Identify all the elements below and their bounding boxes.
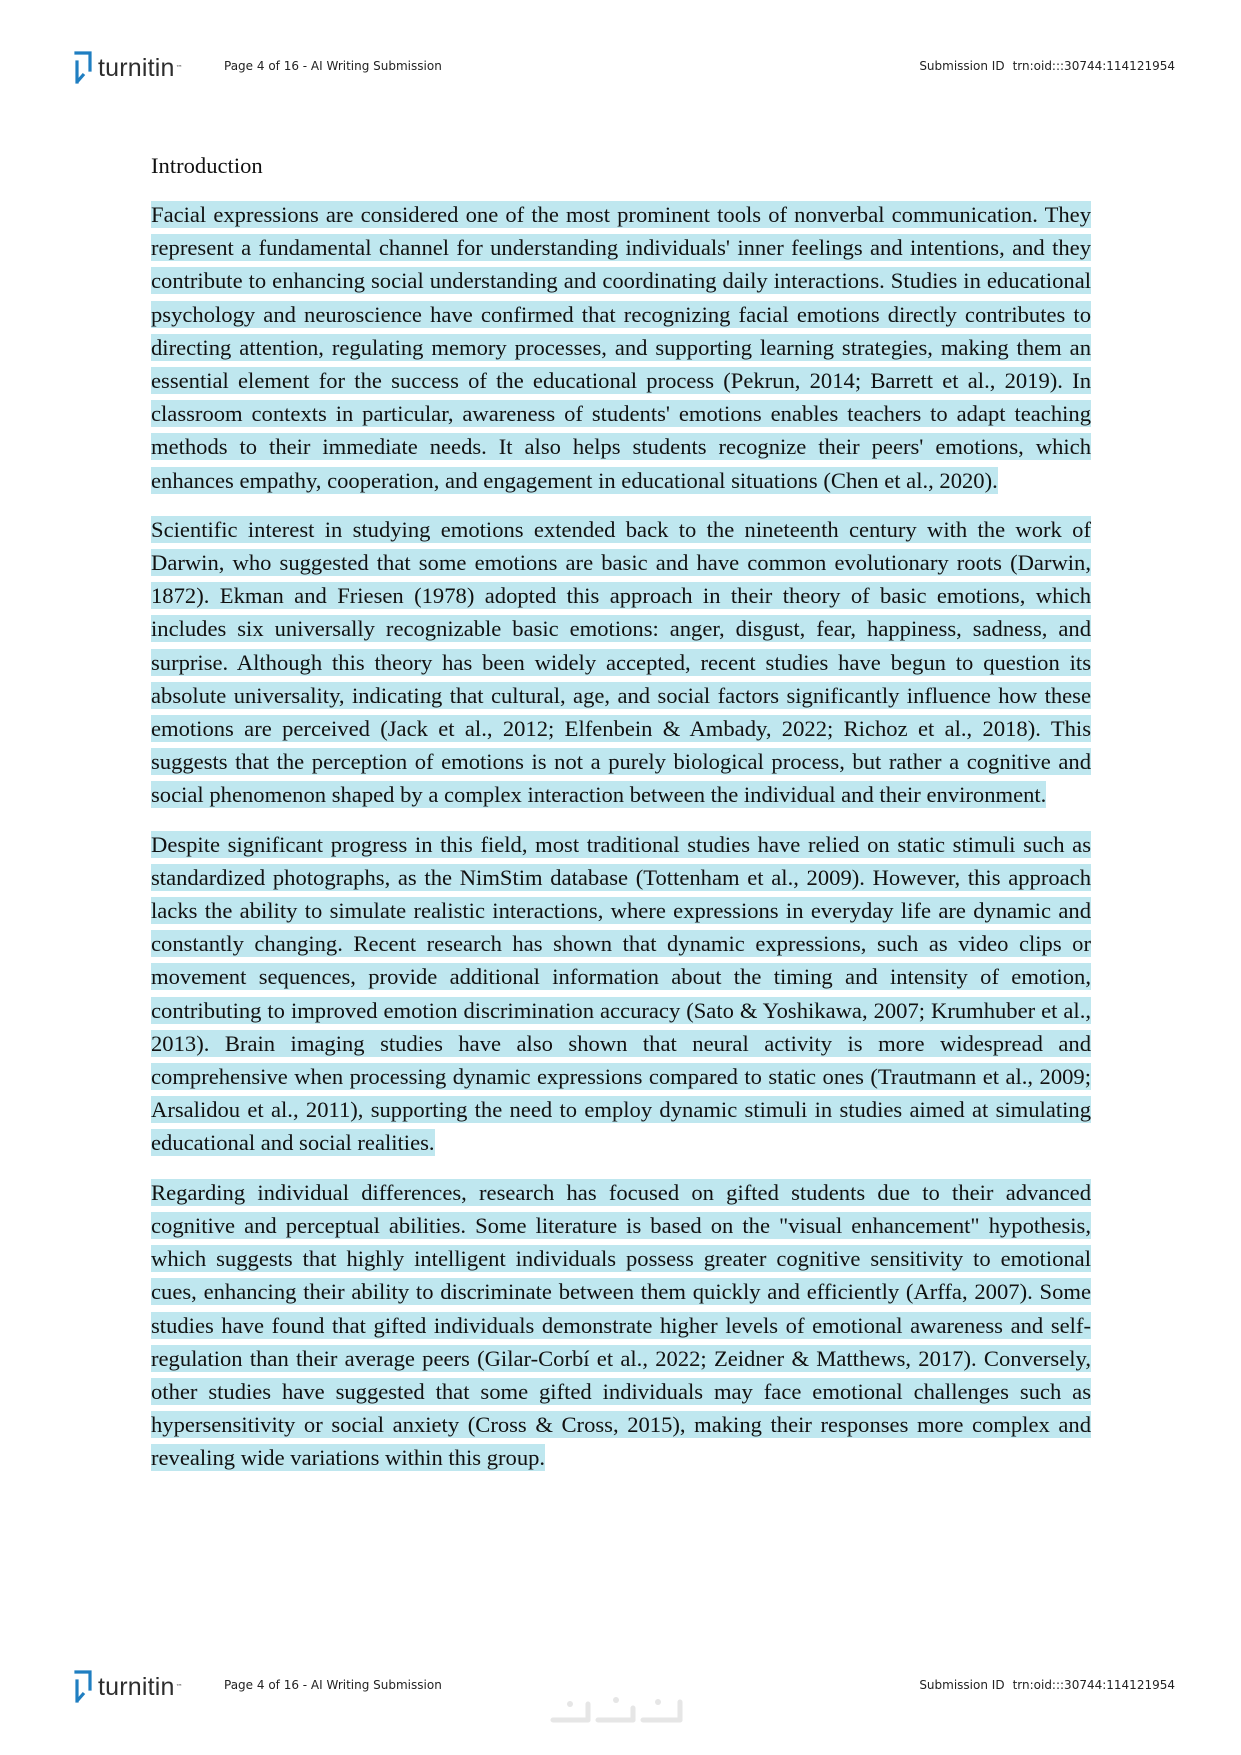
turnitin-logo xyxy=(73,49,183,87)
logo-trademark: ™ xyxy=(175,1683,183,1691)
submission-id-label: Submission ID xyxy=(919,1678,1005,1692)
logo-wordmark: turnitin xyxy=(98,1673,175,1701)
turnitin-logo-icon xyxy=(73,50,93,86)
highlighted-text: Scientific interest in studying emotions extended back to the nineteenth century with the work of Darwin, who suggested that some emotions are basic and have common evolutionary roots (Darwin, 1872). Ekman and Friesen (1978) adopted this approach in their theory of basic emotions, which includes six universally recognizable basic emotions: anger, disgust, fear, happiness, sadness, and surprise. Although this theory has been widely accepted, recent studies have begun to question its absolute universality, indicating that cultural, age, and social factors significantly influence how these emotions are perceived (Jack et al., 2012; Elfenbein & Ambady, 2022; Richoz et al., 2018). This suggests that the perception of emotions is not a purely biological process, but rather a cognitive and social phenomenon shaped by a complex interaction between the individual and their environment. xyxy=(151,516,1091,808)
paragraph-2 xyxy=(151,513,1091,812)
page-info: Page 4 of 16 - AI Writing Submission xyxy=(224,59,442,73)
document-body xyxy=(151,150,1091,1491)
highlighted-text: Despite significant progress in this field, most traditional studies have relied on static stimuli such as standardized photographs, as the NimStim database (Tottenham et al., 2009). However, this approach lacks the ability to simulate realistic interactions, where expressions in everyday life are dynamic and constantly changing. Recent research has shown that dynamic expressions, such as video clips or movement sequences, provide additional information about the timing and intensity of emotion, contributing to improved emotion discrimination accuracy (Sato & Yoshikawa, 2007; Krumhuber et al., 2013). Brain imaging studies have also shown that neural activity is more widespread and comprehensive when processing dynamic expressions compared to static ones (Trautmann et al., 2009; Arsalidou et al., 2011), supporting the need to employ dynamic stimuli in studies aimed at simulating educational and social realities. xyxy=(151,831,1091,1156)
page-header xyxy=(0,37,1241,97)
paragraph-1 xyxy=(151,198,1091,497)
submission-id xyxy=(919,1678,1175,1692)
page-info: Page 4 of 16 - AI Writing Submission xyxy=(224,1678,442,1692)
highlighted-text: Facial expressions are considered one of the most prominent tools of nonverbal communication. They represent a fundamental channel for understanding individuals' inner feelings and intentions, and they contribute to enhancing social understanding and coordinating daily interactions. Studies in educational psychology and neuroscience have confirmed that recognizing facial emotions directly contributes to directing attention, regulating memory processes, and supporting learning strategies, making them an essential element for the success of the educational process (Pekrun, 2014; Barrett et al., 2019). In classroom contexts in particular, awareness of students' emotions enables teachers to adapt teaching methods to their immediate needs. It also helps students recognize their peers' emotions, which enhances empathy, cooperation, and engagement in educational situations (Chen et al., 2020). xyxy=(151,202,1091,493)
logo-wordmark: turnitin xyxy=(98,54,175,82)
highlighted-text: Regarding individual differences, research has focused on gifted students due to their advanced cognitive and perceptual abilities. Some literature is based on the "visual enhancement" hypothesis, which suggests that highly intelligent individuals possess greater cognitive sensitivity to emotional cues, enhancing their ability to discriminate between them quickly and efficiently (Arffa, 2007). Some studies have found that gifted individuals demonstrate higher levels of emotional awareness and self-regulation than their average peers (Gilar-Corbí et al., 2022; Zeidner & Matthews, 2017). Conversely, other studies have suggested that some gifted individuals may face emotional challenges such as hypersensitivity or social anxiety (Cross & Cross, 2015), making their responses more complex and revealing wide variations within this group. xyxy=(151,1179,1091,1471)
submission-id-label: Submission ID xyxy=(919,59,1005,73)
paragraph-3 xyxy=(151,828,1091,1160)
logo-trademark: ™ xyxy=(175,64,183,72)
watermark-logo xyxy=(548,1690,688,1730)
section-heading: Introduction xyxy=(151,153,263,178)
submission-id-value: trn:oid:::30744:114121954 xyxy=(1012,1678,1175,1692)
turnitin-logo-icon xyxy=(73,1669,93,1705)
submission-id-value: trn:oid:::30744:114121954 xyxy=(1012,59,1175,73)
paragraph-4 xyxy=(151,1176,1091,1475)
turnitin-logo xyxy=(73,1668,183,1706)
submission-id xyxy=(919,59,1175,73)
